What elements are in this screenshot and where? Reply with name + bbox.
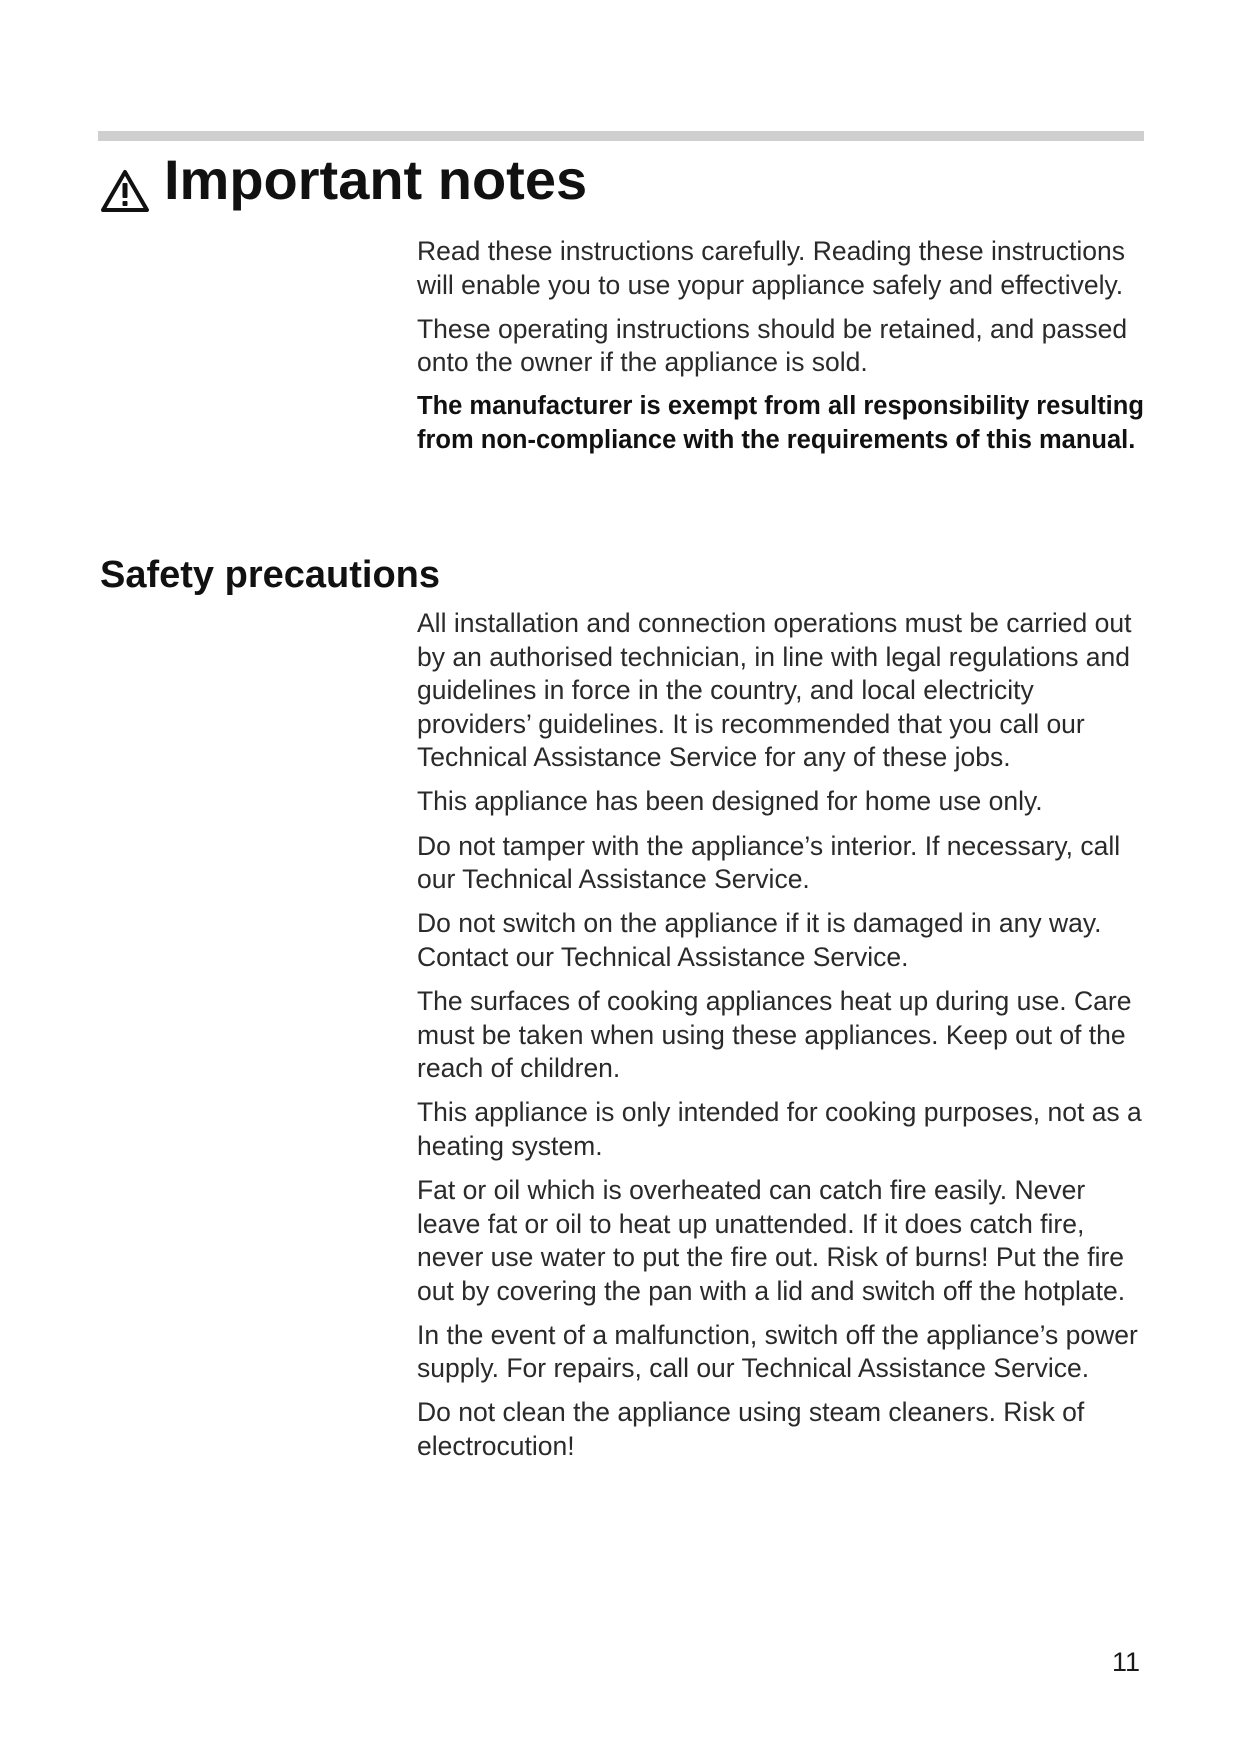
page-number: 11: [1111, 1647, 1140, 1677]
safety-paragraph: The surfaces of cooking appliances heat up during use. Care must be taken when using these appliances. Keep out of the reach of children.: [417, 985, 1132, 1084]
intro-section: [417, 235, 1147, 468]
safety-paragraph: Do not tamper with the appliance’s interior. If necessary, call our Technical Assistance Service.: [417, 830, 1121, 895]
safety-paragraph: Do not clean the appliance using steam cleaners. Risk of electrocution!: [417, 1397, 1085, 1462]
intro-paragraph: These operating instructions should be retained, and passed onto the owner if the appliance is sold.: [417, 313, 1128, 378]
safety-section: [417, 607, 1147, 1474]
safety-paragraph: Do not switch on the appliance if it is damaged in any way. Contact our Technical Assistance Service.: [417, 908, 1102, 972]
page-title: [100, 146, 587, 214]
safety-paragraph: Fat or oil which is overheated can catch fire easily. Never leave fat or oil to heat up unattended. If it does catch fire, never use water to put the fire out. Risk of burns! Put the fire out by covering the pan with a lid and switch off the hotplate.: [417, 1174, 1126, 1306]
header-rule: [98, 131, 1144, 141]
warning-triangle-icon: [100, 160, 150, 204]
intro-paragraph: Read these instructions carefully. Reading these instructions will enable you to use yopur appliance safely and effectively.: [417, 236, 1126, 300]
safety-paragraph: In the event of a malfunction, switch off the appliance’s power supply. For repairs, call our Technical Assistance Service.: [417, 1319, 1138, 1384]
safety-paragraph: All installation and connection operations must be carried out by an authorised technician, in line with legal regulations and guidelines in force in the country, and local electricity providers’ guidelines. It is recommended that you call our Technical Assistance Service for any of these jobs.: [417, 608, 1132, 773]
page-title-text: Important notes: [164, 148, 588, 211]
manufacturer-disclaimer: The manufacturer is exempt from all responsibility resulting from non-compliance with the requirements of this manual.: [417, 392, 1144, 454]
safety-heading: Safety precautions: [100, 554, 440, 596]
safety-paragraph: This appliance is only intended for cooking purposes, not as a heating system.: [417, 1097, 1142, 1161]
safety-paragraph: This appliance has been designed for home use only.: [417, 786, 1043, 817]
